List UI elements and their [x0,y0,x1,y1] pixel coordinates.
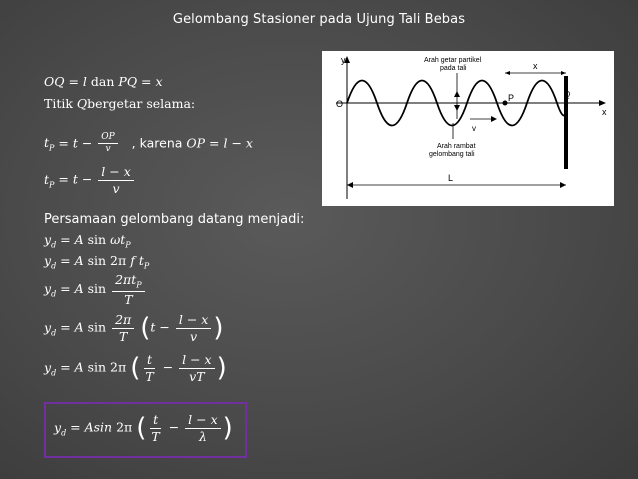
point-P [503,101,508,106]
eq-5: $y_d = A$ sin 2π ( $\frac{t}{T}$ − $\frac{l - x}{vT}$ ) [44,352,227,384]
label-L: L [448,173,454,183]
line-tp-op: $t_P = t$ − $\frac{OP}{v}$ , karena OP = l − x [44,132,253,155]
line-titik-q: Titik Qbergetar selama: [44,96,196,111]
wave-figure [322,51,614,206]
eq-4: $y_d = A$ sin $\frac{2\pi}{T}$ (t − $\frac{l - x}{v}$ ) [44,312,224,344]
label-v: v [472,124,476,133]
eq-1: $y_d = A$ $\sin \omega t_P$ [44,232,131,250]
line-oq-pq: OQ = l dan PQ = x [44,74,163,89]
label-arah-getar-1: Arah getar partikel [424,57,482,64]
L-arrow-right [560,182,566,188]
slide-title: Gelombang Stasioner pada Ujung Tali Bebas [172,12,466,27]
x-dist-arrow-right [561,71,566,75]
label-Q: Q [564,90,571,99]
L-arrow-left [347,182,353,188]
label-arah-rambat-1: Arah rambat [437,143,476,150]
eq-3: $y_d = A$ sin $\frac{2\pi t_P}{T}$ [44,272,147,307]
x-dist-arrow-left [505,71,510,75]
final-equation: $y_d = Asin$ 2π ( $\frac{t}{T}$ − $\frac{l - x}{\lambda}$ ) [54,412,233,444]
v-arrow-head [491,116,497,122]
label-y: y [341,55,346,65]
getar-arrow-down [454,105,460,111]
label-P: P [508,93,515,103]
line-tp-lx: $t_P = t$ − $\frac{l - x}{v}$ [44,164,136,196]
section-heading: Persamaan gelombang datang menjadi: [44,212,305,227]
label-x-dist: x [533,61,538,71]
label-x: x [602,107,607,117]
eq-2: $y_d = A$ sin 2π f $t_P$ [44,253,150,271]
label-arah-getar-2: pada tali [440,65,467,72]
karena-text: , karena [131,135,183,151]
label-O: O [336,99,344,109]
x-axis-arrow [599,100,606,106]
label-arah-rambat-2: gelombang tali [429,151,475,158]
getar-arrow-up [454,91,460,97]
